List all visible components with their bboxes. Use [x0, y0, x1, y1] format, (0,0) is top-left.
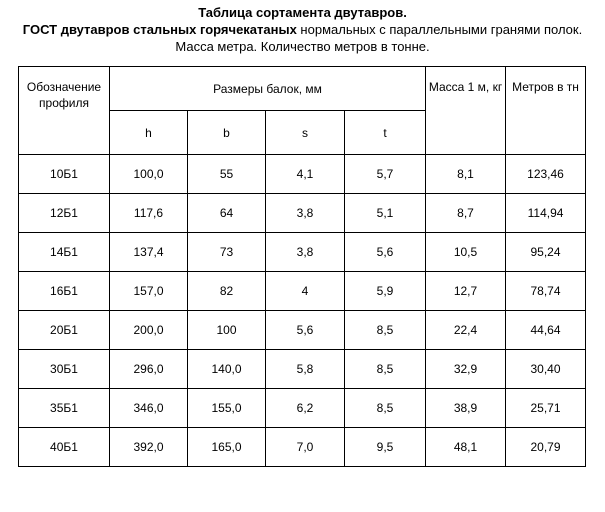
document-subtitle — [0, 21, 605, 38]
cell-h: 157,0 — [110, 272, 188, 311]
table-row — [19, 233, 586, 272]
cell-b: 165,0 — [188, 428, 266, 467]
cell-t: 5,6 — [345, 233, 426, 272]
cell-profile: 14Б1 — [19, 233, 110, 272]
header-t: t — [345, 111, 426, 155]
cell-mass: 48,1 — [426, 428, 506, 467]
table-row — [19, 194, 586, 233]
cell-meters: 20,79 — [506, 428, 586, 467]
cell-h: 392,0 — [110, 428, 188, 467]
cell-t: 8,5 — [345, 311, 426, 350]
cell-mass: 8,7 — [426, 194, 506, 233]
header-s: s — [266, 111, 345, 155]
table-row — [19, 272, 586, 311]
cell-meters: 95,24 — [506, 233, 586, 272]
cell-t: 9,5 — [345, 428, 426, 467]
cell-h: 137,4 — [110, 233, 188, 272]
cell-profile: 20Б1 — [19, 311, 110, 350]
table-row — [19, 155, 586, 194]
cell-t: 5,9 — [345, 272, 426, 311]
cell-meters: 30,40 — [506, 350, 586, 389]
cell-meters: 25,71 — [506, 389, 586, 428]
cell-profile: 40Б1 — [19, 428, 110, 467]
cell-h: 296,0 — [110, 350, 188, 389]
table-row — [19, 428, 586, 467]
cell-s: 5,6 — [266, 311, 345, 350]
document-header — [0, 4, 605, 55]
cell-mass: 38,9 — [426, 389, 506, 428]
cell-b: 140,0 — [188, 350, 266, 389]
cell-b: 73 — [188, 233, 266, 272]
cell-meters: 44,64 — [506, 311, 586, 350]
cell-t: 5,7 — [345, 155, 426, 194]
cell-b: 155,0 — [188, 389, 266, 428]
cell-s: 3,8 — [266, 233, 345, 272]
cell-s: 6,2 — [266, 389, 345, 428]
table-row — [19, 311, 586, 350]
cell-h: 346,0 — [110, 389, 188, 428]
cell-profile: 12Б1 — [19, 194, 110, 233]
subtitle-bold-part: ГОСТ двутавров стальных горячекатаных — [22, 22, 297, 37]
cell-h: 117,6 — [110, 194, 188, 233]
cell-s: 5,8 — [266, 350, 345, 389]
cell-b: 100 — [188, 311, 266, 350]
cell-mass: 10,5 — [426, 233, 506, 272]
subtitle-regular-part: нормальных с параллельными гранями полок. — [296, 22, 583, 37]
cell-meters: 123,46 — [506, 155, 586, 194]
header-b: b — [188, 111, 266, 155]
table-row — [19, 389, 586, 428]
cell-mass: 12,7 — [426, 272, 506, 311]
cell-profile: 16Б1 — [19, 272, 110, 311]
header-dimensions: Размеры балок, мм — [110, 67, 426, 111]
cell-meters: 78,74 — [506, 272, 586, 311]
cell-t: 8,5 — [345, 389, 426, 428]
cell-s: 4,1 — [266, 155, 345, 194]
cell-profile: 35Б1 — [19, 389, 110, 428]
cell-h: 100,0 — [110, 155, 188, 194]
document-title: Таблица сортамента двутавров. — [198, 5, 407, 20]
cell-b: 55 — [188, 155, 266, 194]
cell-mass: 8,1 — [426, 155, 506, 194]
cell-t: 5,1 — [345, 194, 426, 233]
cell-meters: 114,94 — [506, 194, 586, 233]
cell-profile: 10Б1 — [19, 155, 110, 194]
cell-mass: 32,9 — [426, 350, 506, 389]
header-row-1 — [19, 67, 586, 111]
cell-h: 200,0 — [110, 311, 188, 350]
cell-profile: 30Б1 — [19, 350, 110, 389]
cell-s: 3,8 — [266, 194, 345, 233]
cell-b: 82 — [188, 272, 266, 311]
cell-s: 7,0 — [266, 428, 345, 467]
header-profile: Обозначение профиля — [19, 67, 110, 155]
header-meters: Метров в тн — [506, 67, 586, 155]
header-mass: Масса 1 м, кг — [426, 67, 506, 155]
cell-b: 64 — [188, 194, 266, 233]
cell-t: 8,5 — [345, 350, 426, 389]
table-row — [19, 350, 586, 389]
document-subtitle-2: Масса метра. Количество метров в тонне. — [175, 39, 430, 54]
cell-s: 4 — [266, 272, 345, 311]
header-h: h — [110, 111, 188, 155]
sortament-table — [18, 66, 586, 467]
cell-mass: 22,4 — [426, 311, 506, 350]
